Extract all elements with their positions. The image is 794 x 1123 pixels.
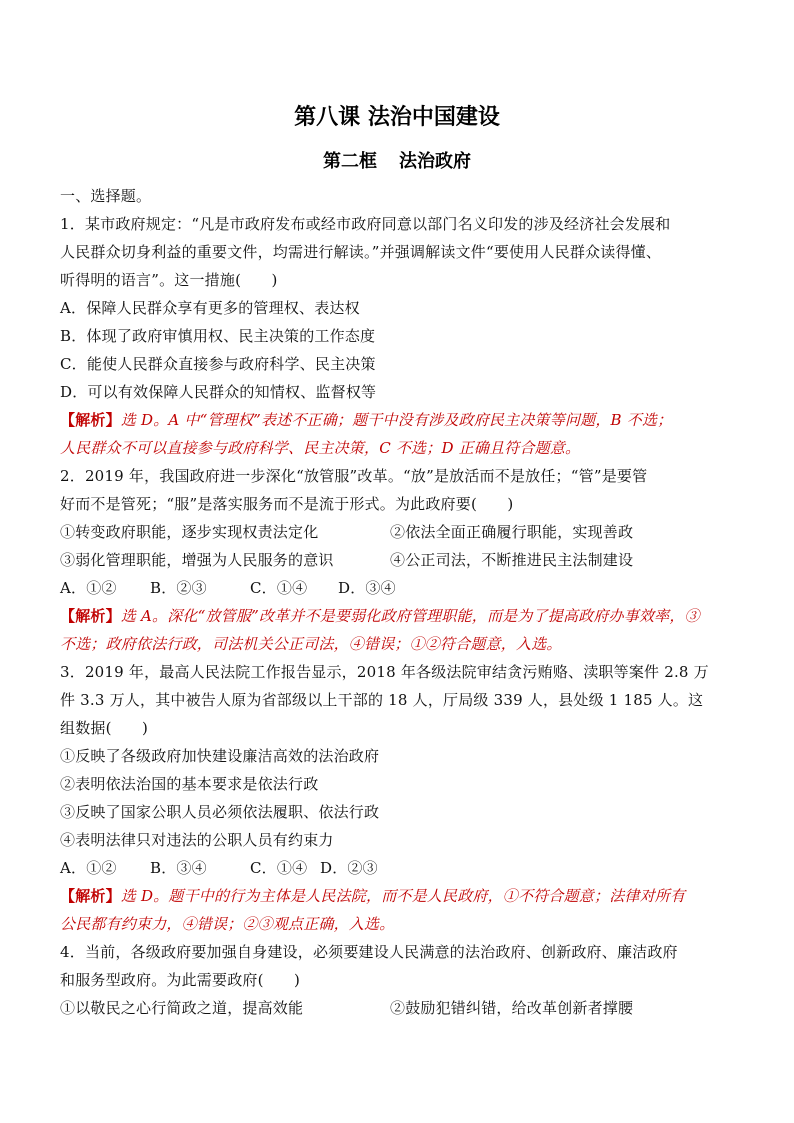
lesson-title: 第八课 法治中国建设 (294, 105, 500, 130)
q3-options (60, 854, 730, 882)
q3-answer-text-1: 选 D。题干中的行为主体是人民法院，而不是人民政府，①不符合题意；法律对所有 (120, 887, 686, 905)
q3-option-c: C．①④ (250, 859, 308, 877)
q4-stem-line-1: 4．当前，各级政府要加强自身建设，必须要建设人民满意的法治政府、创新政府、廉洁政府 (60, 943, 678, 961)
q1-option-a: A．保障人民群众享有更多的管理权、表达权 (60, 299, 360, 317)
q2-answer-line-1 (60, 602, 730, 630)
q1-stem-line-3: 听得明的语言”。这一措施( ) (60, 271, 278, 289)
q3-statement-2: ②表明依法治国的基本要求是依法行政 (60, 775, 319, 793)
q1-option-d: D．可以有效保障人民群众的知情权、监督权等 (60, 383, 377, 401)
section-heading: 一、选择题。 (60, 187, 152, 205)
q4-statements-row-1 (60, 994, 730, 1022)
q2-statement-2: ②依法全面正确履行职能，实现善政 (390, 523, 634, 541)
q1-option-b: B．体现了政府审慎用权、民主决策的工作态度 (60, 327, 376, 345)
q3-answer-line-1 (60, 882, 730, 910)
q4-statement-2: ②鼓励犯错纠错，给改革创新者撑腰 (390, 999, 634, 1017)
q1-stem-line-2: 人民群众切身利益的重要文件，均需进行解读。”并强调解读文件“要使用人民群众读得懂、 (60, 243, 662, 261)
q2-option-d: D．③④ (338, 579, 396, 597)
q2-stem-line-2: 好而不是管死；“服”是落实服务而不是流于形式。为此政府要( ) (60, 495, 514, 513)
q2-answer-text-1: 选 A。深化“放管服”改革并不是要弱化政府管理职能，而是为了提高政府办事效率，③ (120, 607, 700, 625)
question-content (60, 182, 730, 1022)
q2-options (60, 574, 730, 602)
subtitle-topic: 法治政府 (399, 151, 471, 172)
q1-answer-tag: 【解析】 (60, 411, 121, 429)
q3-statement-4: ④表明法律只对违法的公职人员有约束力 (60, 831, 334, 849)
q1-option-c: C．能使人民群众直接参与政府科学、民主决策 (60, 355, 376, 373)
q2-stem-line-1: 2．2019 年，我国政府进一步深化“放管服”改革。“放”是放活而不是放任；“管”是要管 (60, 467, 648, 485)
section-subtitle (0, 147, 794, 173)
q3-answer-tag: 【解析】 (60, 887, 121, 905)
q1-stem-line-1: 1．某市政府规定：“凡是市政府发布或经市政府同意以部门名义印发的涉及经济社会发展和 (60, 215, 671, 233)
q2-answer-tag: 【解析】 (60, 607, 121, 625)
q2-answer-line-2: 不选；政府依法行政，司法机关公正司法，④错误；①②符合题意，入选。 (60, 635, 562, 653)
q2-option-b: B．②③ (150, 579, 207, 597)
q2-statements-row-1 (60, 518, 730, 546)
q3-option-a: A．①② (60, 859, 117, 877)
q3-statement-3: ③反映了国家公职人员必须依法履职、依法行政 (60, 803, 380, 821)
q1-answer-line-1 (60, 406, 730, 434)
q3-option-b: B．③④ (150, 859, 207, 877)
q3-stem-line-3: 组数据( ) (60, 719, 149, 737)
q4-statement-1: ①以敬民之心行简政之道，提高效能 (60, 999, 304, 1017)
q2-option-c: C．①④ (250, 579, 308, 597)
q2-option-a: A．①② (60, 579, 117, 597)
q3-option-d: D．②③ (320, 859, 378, 877)
q2-statements-row-2 (60, 546, 730, 574)
q2-statement-1: ①转变政府职能，逐步实现权责法定化 (60, 523, 319, 541)
q3-statement-1: ①反映了各级政府加快建设廉洁高效的法治政府 (60, 747, 380, 765)
q2-statement-3: ③弱化管理职能，增强为人民服务的意识 (60, 551, 334, 569)
subtitle-frame: 第二框 (323, 151, 377, 172)
q2-statement-4: ④公正司法，不断推进民主法制建设 (390, 551, 634, 569)
q1-answer-text-1: 选 D。A 中“管理权”表述不正确；题干中没有涉及政府民主决策等问题，B 不选； (120, 411, 673, 429)
q4-stem-line-2: 和服务型政府。为此需要政府( ) (60, 971, 301, 989)
q1-answer-line-2: 人民群众不可以直接参与政府科学、民主决策，C 不选；D 正确且符合题意。 (60, 439, 581, 457)
q3-stem-line-1: 3．2019 年，最高人民法院工作报告显示，2018 年各级法院审结贪污贿赂、渎职等案件 2.8 万 (60, 663, 709, 681)
q3-answer-line-2: 公民都有约束力，④错误；②③观点正确，入选。 (60, 915, 395, 933)
q3-stem-line-2: 件 3.3 万人，其中被告人原为省部级以上干部的 18 人，厅局级 339 人，县处级 1 185 人。这 (60, 691, 704, 709)
